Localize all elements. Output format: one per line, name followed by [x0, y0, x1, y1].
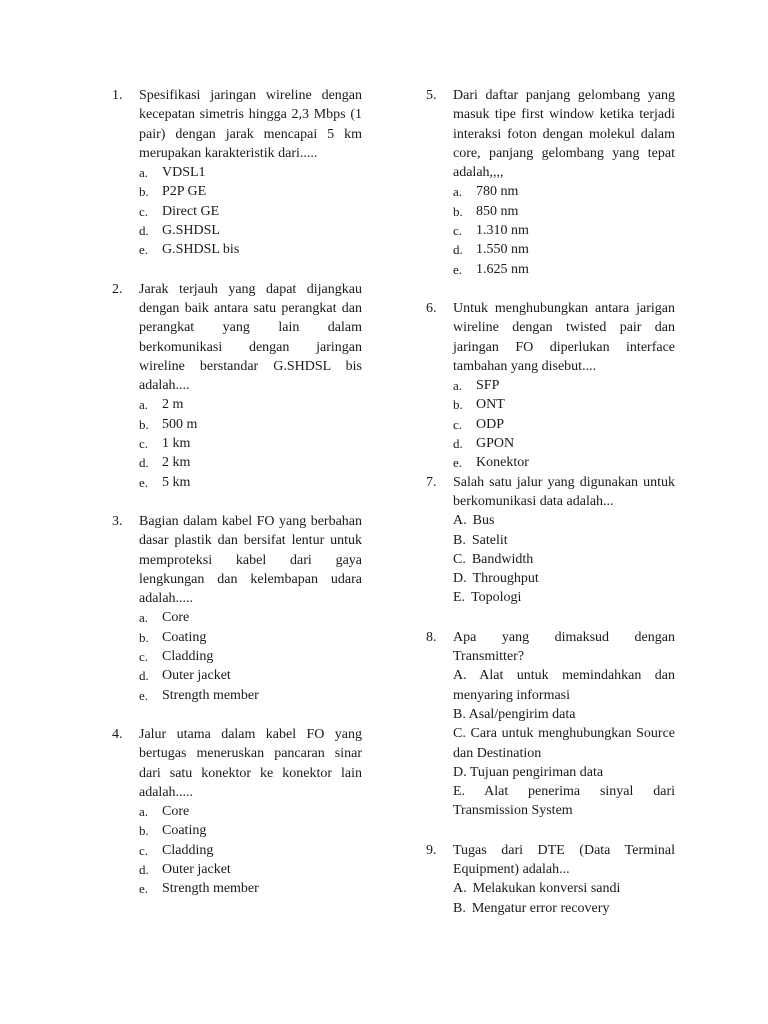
option-text: 1.625 nm: [476, 261, 529, 277]
option-b: [139, 821, 362, 840]
option-c: [453, 221, 675, 240]
option-text: Alat penerima sinyal dari Transmission System: [453, 784, 675, 819]
option-d: [453, 240, 675, 259]
option-text: Alat untuk memindahkan dan menyaring informasi: [453, 668, 675, 703]
option-list: [453, 511, 675, 607]
question-number: 7.: [426, 474, 437, 490]
option-text: 1.550 nm: [476, 242, 529, 258]
option-e: [453, 588, 675, 607]
option-list: [139, 802, 362, 898]
option-text: Konektor: [476, 455, 529, 471]
question-8: [426, 628, 675, 821]
option-a: [139, 395, 362, 414]
option-letter: A.: [453, 668, 467, 684]
option-d: [453, 569, 675, 588]
option-a: [453, 511, 675, 530]
question-number: 5.: [426, 88, 437, 103]
option-letter: a.: [453, 378, 463, 394]
option-text: Direct GE: [162, 203, 220, 219]
option-letter: B.: [453, 532, 466, 548]
option-letter: e.: [453, 455, 463, 471]
option-text: G.SHDSL bis: [162, 242, 240, 258]
option-text: Satelit: [471, 532, 508, 548]
option-text: Outer jacket: [162, 668, 231, 684]
option-text: SFP: [476, 378, 500, 394]
option-text: 2 km: [162, 455, 191, 471]
option-letter: c.: [139, 649, 149, 665]
option-c: [453, 724, 675, 763]
option-letter: A.: [453, 881, 467, 897]
option-a: [139, 608, 362, 627]
option-e: [453, 260, 675, 279]
option-letter: C.: [453, 551, 466, 567]
question-text: Jarak terjauh yang dapat dijangkau dengan baik antara satu perangkat dan perangkat yang lain dalam berkomunikasi dengan jaringan wireline berstandar G.SHDSL bis adalah....: [139, 281, 362, 394]
option-letter: b.: [139, 416, 149, 432]
option-text: Cara untuk menghubungkan Source dan Destination: [453, 726, 676, 761]
option-letter: c.: [139, 203, 149, 219]
option-letter: e.: [453, 261, 463, 277]
option-text: Outer jacket: [162, 861, 231, 877]
option-c: [139, 434, 362, 453]
option-d: [139, 860, 362, 879]
left-column: [112, 86, 362, 899]
option-b: [453, 395, 675, 414]
option-letter: b.: [453, 397, 463, 413]
option-letter: d.: [139, 668, 149, 684]
question-5: [426, 86, 675, 279]
option-letter: b.: [139, 629, 149, 645]
question-number: 8.: [426, 629, 437, 645]
right-column: [426, 86, 675, 918]
option-a: [139, 163, 362, 182]
option-text: 500 m: [162, 416, 198, 432]
option-d: [139, 666, 362, 685]
question-text: Dari daftar panjang gelombang yang masuk tipe first window ketika terjadi interaksi foton dengan molekul dalam core, panjang gelombang yang tepat adalah,,,,: [453, 88, 675, 181]
option-e: [453, 453, 675, 472]
option-letter: e.: [139, 242, 149, 258]
option-letter: d.: [139, 223, 149, 239]
question-text: Untuk menghubungkan antara jarigan wireline dengan twisted pair dan jaringan FO diperlukan interface tambahan yang disebut....: [453, 300, 675, 374]
question-9: [426, 841, 675, 918]
question-text: Jalur utama dalam kabel FO yang bertugas meneruskan pancaran sinar dari satu konektor ke konektor lain adalah.....: [139, 726, 362, 800]
option-text: Bandwidth: [471, 551, 534, 567]
option-letter: a.: [453, 184, 463, 200]
question-text: Tugas dari DTE (Data Terminal Equipment) adalah...: [453, 842, 675, 877]
option-b: [139, 415, 362, 434]
option-e: [453, 782, 675, 821]
option-letter: e.: [139, 474, 149, 490]
option-c: [453, 415, 675, 434]
option-letter: d.: [139, 861, 149, 877]
option-text: GPON: [476, 436, 515, 452]
option-letter: c.: [139, 436, 149, 452]
option-letter: A.: [453, 513, 467, 529]
option-a: [453, 182, 675, 201]
option-list: [453, 879, 675, 918]
option-list: [139, 395, 362, 491]
question-text: Bagian dalam kabel FO yang berbahan dasar plastik dan bersifat lentur untuk memproteksi kabel dari gaya lengkungan dan kelembapan udara adalah.....: [139, 513, 362, 607]
question-6: [426, 299, 675, 473]
option-list: [453, 376, 675, 472]
option-d: [453, 434, 675, 453]
option-letter: E.: [453, 784, 466, 800]
option-letter: D.: [453, 571, 467, 587]
option-letter: d.: [453, 242, 463, 258]
option-text: Core: [162, 610, 190, 626]
question-1: [112, 86, 362, 260]
option-letter: b.: [453, 203, 463, 219]
option-letter: a.: [139, 165, 149, 181]
option-text: Topologi: [471, 590, 522, 606]
option-text: Tujuan pengiriman data: [469, 764, 604, 780]
option-letter: c.: [453, 416, 463, 432]
option-text: ODP: [476, 416, 505, 432]
option-list: [139, 163, 362, 259]
question-2: [112, 280, 362, 492]
question-number: 2.: [112, 281, 123, 297]
option-text: Asal/pengirim data: [468, 706, 576, 722]
option-text: Coating: [162, 823, 207, 839]
option-b: [453, 705, 675, 724]
option-text: Core: [162, 804, 190, 820]
option-letter: d.: [453, 436, 463, 452]
option-letter: C.: [453, 726, 466, 742]
option-letter: a.: [139, 804, 149, 820]
option-text: Bus: [472, 513, 495, 529]
option-e: [139, 686, 362, 705]
question-number: 6.: [426, 300, 437, 316]
question-text: Salah satu jalur yang digunakan untuk berkomunikasi data adalah...: [453, 474, 675, 509]
option-b: [453, 899, 675, 918]
option-text: Cladding: [162, 649, 214, 665]
question-text: Spesifikasi jaringan wireline dengan kecepatan simetris hingga 2,3 Mbps (1 pair) dengan jarak mencapai 5 km merupakan karakteristik dari.....: [139, 88, 362, 161]
option-text: 1 km: [162, 436, 191, 452]
option-b: [139, 182, 362, 201]
option-c: [453, 550, 675, 569]
option-d: [139, 453, 362, 472]
option-letter: b.: [139, 823, 149, 839]
option-a: [453, 666, 675, 705]
option-text: Melakukan konversi sandi: [472, 881, 621, 897]
option-letter: e.: [139, 687, 149, 703]
option-a: [453, 376, 675, 395]
option-text: 1.310 nm: [476, 223, 529, 239]
question-number: 4.: [112, 726, 123, 742]
option-text: 2 m: [162, 397, 184, 413]
question-number: 1.: [112, 88, 123, 103]
option-text: G.SHDSL: [162, 223, 220, 239]
option-b: [453, 531, 675, 550]
option-d: [453, 763, 675, 782]
question-3: [112, 512, 362, 705]
question-7: [426, 473, 675, 608]
option-text: Mengatur error recovery: [471, 900, 610, 916]
question-number: 9.: [426, 842, 437, 858]
option-letter: D.: [453, 764, 467, 780]
question-number: 3.: [112, 513, 123, 529]
option-e: [139, 879, 362, 898]
option-text: Cladding: [162, 842, 214, 858]
option-text: 850 nm: [476, 203, 519, 219]
option-e: [139, 473, 362, 492]
option-letter: a.: [139, 610, 149, 626]
option-text: Throughput: [472, 571, 539, 587]
option-b: [453, 202, 675, 221]
option-text: VDSL1: [162, 165, 206, 181]
option-text: 780 nm: [476, 184, 519, 200]
option-letter: a.: [139, 397, 149, 413]
option-a: [453, 879, 675, 898]
option-letter: E.: [453, 590, 466, 606]
option-text: ONT: [476, 397, 505, 413]
option-list: [453, 182, 675, 278]
option-b: [139, 628, 362, 647]
option-e: [139, 240, 362, 259]
question-4: [112, 725, 362, 899]
option-text: Strength member: [162, 881, 259, 897]
option-text: Coating: [162, 629, 207, 645]
option-text: Strength member: [162, 687, 259, 703]
option-letter: c.: [139, 842, 149, 858]
option-a: [139, 802, 362, 821]
option-c: [139, 202, 362, 221]
option-letter: b.: [139, 184, 149, 200]
question-text: Apa yang dimaksud dengan Transmitter?: [453, 629, 675, 665]
option-c: [139, 841, 362, 860]
option-letter: e.: [139, 881, 149, 897]
option-list: [453, 666, 675, 820]
option-letter: B.: [453, 706, 466, 722]
option-text: 5 km: [162, 474, 191, 490]
option-letter: B.: [453, 900, 466, 916]
option-d: [139, 221, 362, 240]
option-list: [139, 608, 362, 704]
option-c: [139, 647, 362, 666]
option-letter: c.: [453, 223, 463, 239]
option-text: P2P GE: [162, 184, 207, 200]
option-letter: d.: [139, 455, 149, 471]
